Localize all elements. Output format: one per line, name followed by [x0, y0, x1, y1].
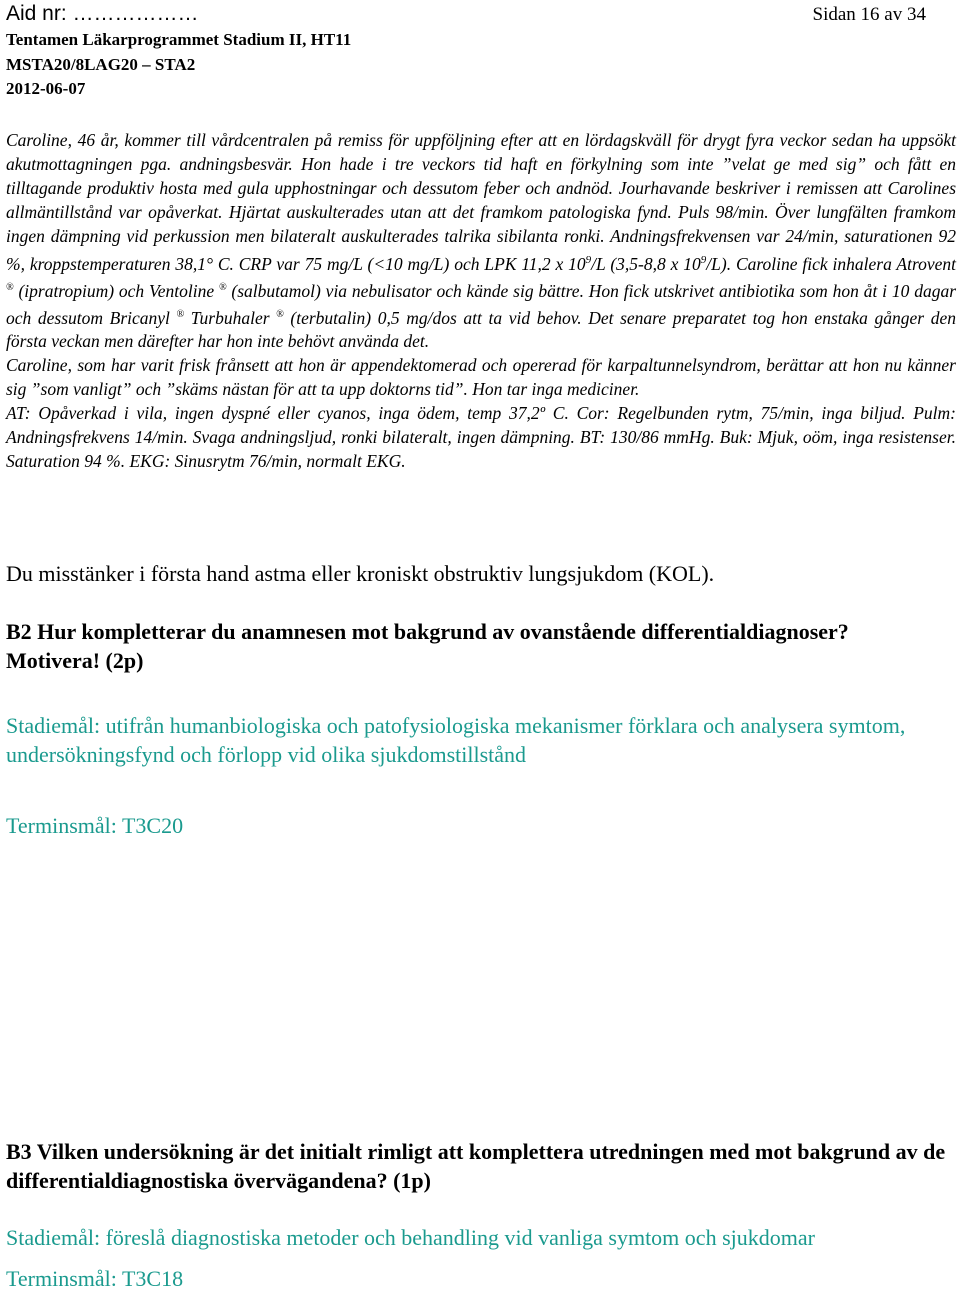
stage-goal-b2: Stadiemål: utifrån humanbiologiska och patofysiologiska mekanismer förklara och analysera symtom, undersökningsfynd och förlopp vid olika sjukdomstillstånd [6, 713, 906, 767]
header-row [6, 2, 956, 30]
question-b3: B3 Vilken undersökning är det initialt rimligt att komplettera utredningen med mot bakgrund av de differentialdiagnostiska övervägandena? (1p) [6, 1139, 946, 1193]
case-paragraph-2: Caroline, som har varit frisk frånsett att hon är appendektomerad och opererad för karpaltunnelsyndrom, berättar att hon nu känner sig ”som vanligt” och ”skäms nästan för att ta upp doktorns tid”. Hon tar inga mediciner. [6, 355, 956, 400]
stage-goal-b3: Stadiemål: föreslå diagnostiska metoder och behandling vid vanliga symtom och sjukdomar [6, 1225, 815, 1250]
case-paragraph-3: AT: Opåverkad i vila, ingen dyspné eller cyanos, inga ödem, temp 37,2º C. Cor: Regelbunden rytm, 75/min, inga biljud. Pulm: Andningsfrekvens 14/min. Svaga andningsljud, ronki bilateralt, ingen dämpning. BT: 130/86 mmHg. Buk: Mjuk, oöm, inga resistenser. Saturation 94 %. EKG: Sinusrytm 76/min, normalt EKG. [6, 403, 956, 472]
exam-date: 2012-06-07 [6, 79, 86, 98]
case-description [6, 128, 956, 473]
case-paragraph-1: Caroline, 46 år, kommer till vårdcentralen på remiss för uppföljning efter att en lördagskväll för drygt fyra veckor sedan ha uppsökt akutmottagningen pga. andningsbesvär. Hon hade i tre veckors tid haft en förkylning som inte ”velat ge med sig” och fått en tilltagande produktiv hosta med gula upphostningar och dessutom feber och andnöd. Jourhavande beskriver i remissen att Carolines allmäntillstånd var opåverkat. Hjärtat auskulterades utan att det framkom patologiska fynd. Puls 98/min. Över lungfälten framkom ingen dämpning vid perkussion men bilateralt auskulterades talrika sibilanta ronki. Andningsfrekvensen var 24/min, saturationen 92 %, kroppstemperaturen 38,1° C. CRP var 75 mg/L (<10 mg/L) och LPK 11,2 x $10^9/L$ (3,5-8,8 x $10^9/L$). Caroline fick inhalera Atrovent ® (ipratropium) och Ventoline ® (salbutamol) via nebulisator och kände sig bättre. Hon fick utskrivet antibiotika som hon åt i 10 dagar och dessutom Bricanyl ® Turbuhaler ® (terbutalin) 0,5 mg/dos att ta vid behov. Det senare preparatet tog hon enstaka gånger den första veckan men därefter har hon inte behövt använda det. [6, 130, 957, 352]
exam-title: Tentamen Läkarprogrammet Stadium II, HT11 [6, 30, 352, 49]
suspicion-statement: Du misstänker i första hand astma eller kroniskt obstruktiv lungsjukdom (KOL). [6, 561, 715, 586]
term-goal-b2: Terminsmål: T3C20 [6, 813, 184, 838]
question-b2: B2 Hur kompletterar du anamnesen mot bakgrund av ovanstående differentialdiagnoser? Motivera! (2p) [6, 619, 849, 673]
aid-number: Aid nr: ……………… [6, 2, 199, 25]
course-code: MSTA20/8LAG20 – STA2 [6, 55, 196, 74]
page-number: Sidan 16 av 34 [812, 4, 926, 25]
term-goal-b3: Terminsmål: T3C18 [6, 1266, 184, 1291]
